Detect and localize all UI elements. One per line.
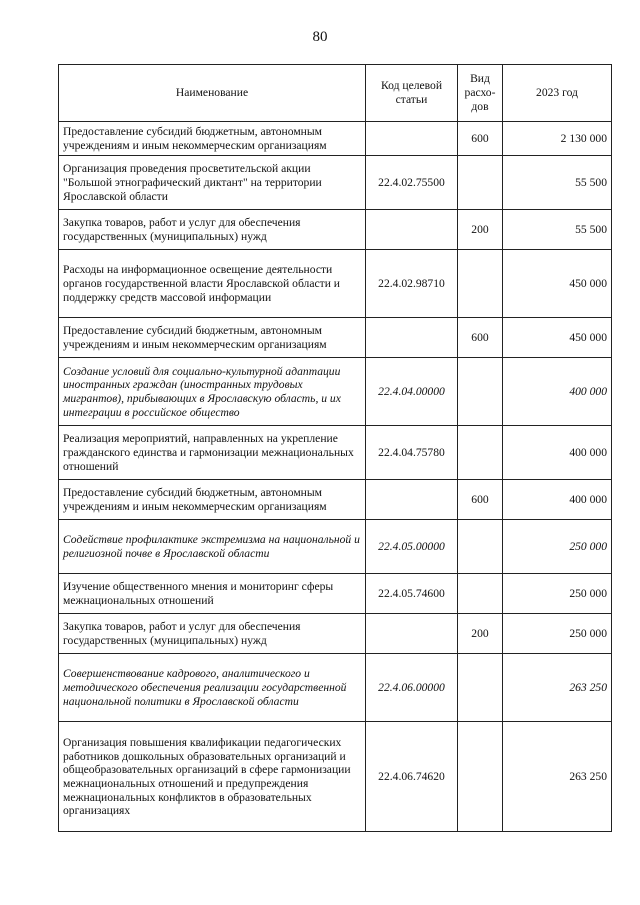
page-number: 80 (312, 29, 328, 45)
table-row (59, 654, 612, 722)
row-amount-cell: 450 000 (503, 250, 612, 318)
row-code-cell (366, 480, 458, 520)
row-kind-cell (458, 250, 503, 318)
table-row (59, 426, 612, 480)
row-kind-cell: 600 (458, 318, 503, 358)
row-name-cell: Создание условий для социально-культурной адаптации иностранных граждан (иностранных трудовых мигрантов), прибывающих в Ярославскую область, и их интеграции в российское общество (59, 358, 366, 426)
row-kind-cell (458, 722, 503, 832)
row-name-cell: Предоставление субсидий бюджетным, автономным учреждениям и иным некоммерческим организациям (59, 480, 366, 520)
row-code-cell (366, 614, 458, 654)
row-amount-cell: 400 000 (503, 358, 612, 426)
table-row (59, 156, 612, 210)
row-name-cell: Закупка товаров, работ и услуг для обеспечения государственных (муниципальных) нужд (59, 614, 366, 654)
row-kind-cell: 600 (458, 480, 503, 520)
table-body (59, 122, 612, 832)
row-code-cell: 22.4.05.74600 (366, 574, 458, 614)
row-name-cell: Изучение общественного мнения и мониторинг сферы межнациональных отношений (59, 574, 366, 614)
table-row (59, 358, 612, 426)
row-amount-cell: 400 000 (503, 480, 612, 520)
row-code-cell: 22.4.04.75780 (366, 426, 458, 480)
table-row (59, 480, 612, 520)
row-code-cell (366, 210, 458, 250)
table-row (59, 722, 612, 832)
table-row (59, 210, 612, 250)
row-amount-cell: 263 250 (503, 654, 612, 722)
row-amount-cell: 55 500 (503, 156, 612, 210)
row-kind-cell (458, 426, 503, 480)
table-row (59, 574, 612, 614)
row-amount-cell: 55 500 (503, 210, 612, 250)
row-name-cell: Закупка товаров, работ и услуг для обеспечения государственных (муниципальных) нужд (59, 210, 366, 250)
row-code-cell: 22.4.06.74620 (366, 722, 458, 832)
row-amount-cell: 250 000 (503, 574, 612, 614)
row-amount-cell: 250 000 (503, 520, 612, 574)
row-kind-cell: 200 (458, 614, 503, 654)
row-amount-cell: 450 000 (503, 318, 612, 358)
header-kind: Вид расхо-дов (458, 65, 503, 122)
row-name-cell: Содействие профилактике экстремизма на национальной и религиозной почве в Ярославской области (59, 520, 366, 574)
table-header-row (59, 65, 612, 122)
row-name-cell: Предоставление субсидий бюджетным, автономным учреждениям и иным некоммерческим организациям (59, 318, 366, 358)
table-row (59, 520, 612, 574)
row-name-cell: Организация повышения квалификации педагогических работников дошкольных образовательных организаций и общеобразовательных организаций в сфере гармонизации межнациональных отношений и предупреждения межнациональных конфликтов в образовательных организациях (59, 722, 366, 832)
header-year: 2023 год (503, 65, 612, 122)
row-amount-cell: 250 000 (503, 614, 612, 654)
row-name-cell: Предоставление субсидий бюджетным, автономным учреждениям и иным некоммерческим организациям (59, 122, 366, 156)
row-code-cell: 22.4.04.00000 (366, 358, 458, 426)
row-kind-cell (458, 654, 503, 722)
row-name-cell: Реализация мероприятий, направленных на укрепление гражданского единства и гармонизации межнациональных отношений (59, 426, 366, 480)
row-code-cell: 22.4.06.00000 (366, 654, 458, 722)
row-kind-cell: 200 (458, 210, 503, 250)
row-name-cell: Совершенствование кадрового, аналитического и методического обеспечения реализации государственной национальной политики в Ярославской области (59, 654, 366, 722)
row-code-cell: 22.4.05.00000 (366, 520, 458, 574)
row-code-cell (366, 318, 458, 358)
row-amount-cell: 400 000 (503, 426, 612, 480)
budget-table (58, 64, 612, 832)
table-row (59, 122, 612, 156)
row-name-cell: Расходы на информационное освещение деятельности органов государственной власти Ярославской области и поддержку средств массовой информации (59, 250, 366, 318)
row-kind-cell (458, 358, 503, 426)
row-code-cell: 22.4.02.75500 (366, 156, 458, 210)
row-amount-cell: 263 250 (503, 722, 612, 832)
row-kind-cell (458, 156, 503, 210)
header-name: Наименование (59, 65, 366, 122)
row-code-cell (366, 122, 458, 156)
row-kind-cell (458, 574, 503, 614)
table-row (59, 318, 612, 358)
table-row (59, 614, 612, 654)
table-row (59, 250, 612, 318)
row-kind-cell: 600 (458, 122, 503, 156)
row-name-cell: Организация проведения просветительской акции "Большой этнографический диктант" на территории Ярославской области (59, 156, 366, 210)
row-kind-cell (458, 520, 503, 574)
row-amount-cell: 2 130 000 (503, 122, 612, 156)
row-code-cell: 22.4.02.98710 (366, 250, 458, 318)
header-code: Код целевой статьи (366, 65, 458, 122)
